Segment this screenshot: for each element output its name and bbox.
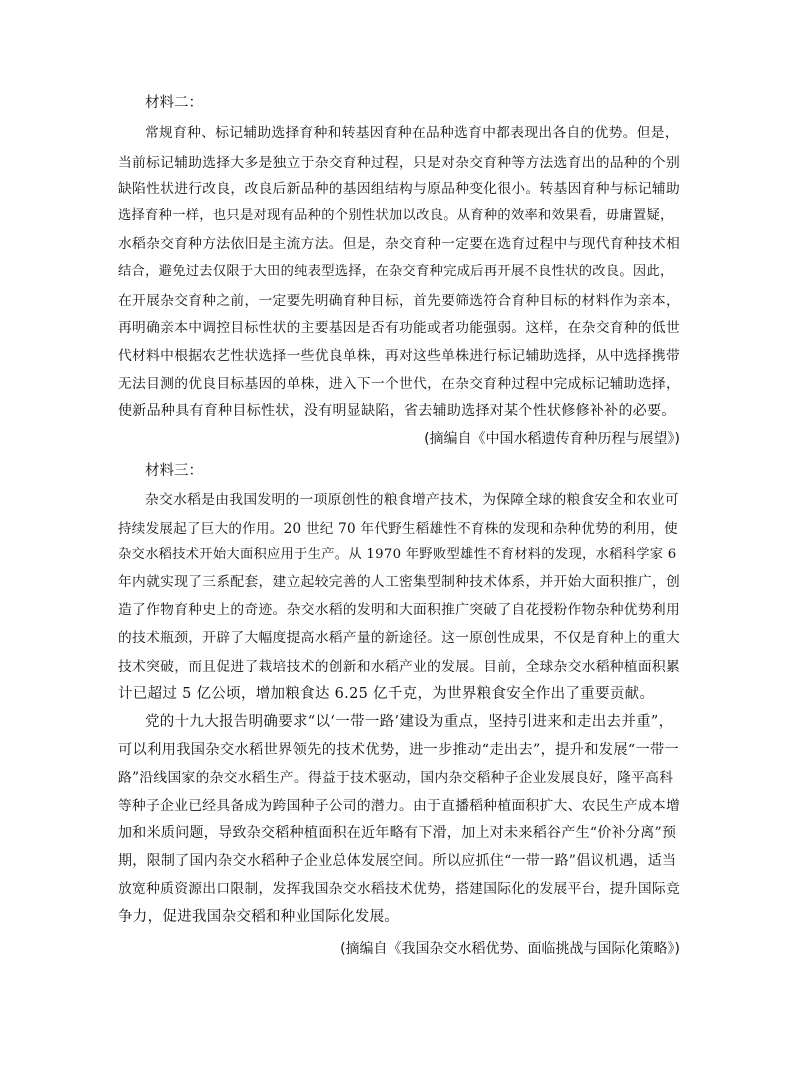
material-two-line: 再明确亲本中调控目标性状的主要基因是否有功能或者功能强弱。这样，在杂交育种的低世 <box>118 320 681 336</box>
material-three-line: 持续发展起了巨大的作用。20 世纪 70 年代野生稻雄性不育株的发现和杂种优势的利用，使 <box>118 521 678 537</box>
material-three-line: 的技术瓶颈，开辟了大幅度提高水稻产量的新途径。这一原创性成果，不仅是育种上的重大 <box>118 630 681 646</box>
material-two-line: 缺陷性状进行改良，改良后新品种的基因组结构与原品种变化很小。转基因育种与标记辅助 <box>118 181 681 197</box>
material-three-title: 材料三： <box>145 463 203 479</box>
material-two-line: 水稻杂交育种方法依旧是主流方法。但是，杂交育种一定要在选育过程中与现代育种技术相 <box>118 236 681 252</box>
material-two-line: 无法目测的优良目标基因的单株，进入下一个世代，在杂交育种过程中完成标记辅助选择， <box>118 376 681 392</box>
material-three-line: 可以利用我国杂交水稻世界领先的技术优势，进一步推动“走出去”，提升和发展“一带一 <box>118 742 680 758</box>
material-three-line: 加和米质问题，导致杂交稻种植面积在近年略有下滑，加上对未来稻谷产生“价补分离”预 <box>118 825 677 841</box>
material-three-source: (摘编自《我国杂交水稻优势、面临挑战与国际化策略》) <box>340 941 680 957</box>
material-two-line: 选择育种一样，也只是对现有品种的个别性状加以改良。从育种的效率和效果看，毋庸置疑， <box>118 208 674 223</box>
material-three-line: 争力，促进我国杂交稻和种业国际化发展。 <box>118 909 400 925</box>
material-three-line: 期，限制了国内杂交水稻种子企业总体发展空间。所以应抓住“一带一路”倡议机遇，适当 <box>118 853 677 869</box>
material-two-line: 当前标记辅助选择大多是独立于杂交育种过程，只是对杂交育种等方法选育出的品种的个别 <box>118 155 681 171</box>
material-three-line: 杂交水稻技术开始大面积应用于生产。从 1970 年野败型雄性不育材料的发现，水稻科学家 6 <box>118 547 677 562</box>
material-three-line: 路”沿线国家的杂交水稻生产。得益于技术驱动，国内杂交稻种子企业发展良好，隆平高科 <box>118 770 674 786</box>
material-three-line: 党的十九大报告明确要求“以‘一带一路’建设为重点，坚持引进来和走出去并重”， <box>145 714 674 730</box>
material-three-line: 技术突破，而且促进了栽培技术的创新和水稻产业的发展。目前，全球杂交水稻种植面积累 <box>118 659 681 675</box>
material-three-line: 计已超过 5 亿公顷，增加粮食达 6.25 亿千克，为世界粮食安全作出了重要贡献。 <box>118 686 655 702</box>
material-two-title: 材料二： <box>145 95 203 111</box>
material-two-line: 结合，避免过去仅限于大田的纯表型选择，在杂交育种完成后再开展不良性状的改良。因此， <box>118 264 674 279</box>
material-three-line: 年内就实现了三系配套，建立起较完善的人工密集型制种技术体系，并开始大面积推广，创 <box>118 574 681 590</box>
material-two-line: 代材料中根据农艺性状选择一些优良单株，再对这些单株进行标记辅助选择，从中选择携带 <box>118 348 681 364</box>
material-three-line: 杂交水稻是由我国发明的一项原创性的粮食增产技术，为保障全球的粮食安全和农业可 <box>145 492 679 508</box>
material-three-line: 造了作物育种史上的奇迹。杂交水稻的发明和大面积推广突破了自花授粉作物杂种优势利用 <box>118 602 681 618</box>
material-two-line: 使新品种具有育种目标性状，没有明显缺陷，省去辅助选择对某个性状修修补补的必要。 <box>118 403 676 419</box>
material-two-line: 在开展杂交育种之前，一定要先明确育种目标，首先要筛选符合育种目标的材料作为亲本， <box>118 293 681 309</box>
material-three-line: 放宽种质资源出口限制，发挥我国杂交水稻技术优势，搭建国际化的发展平台，提升国际竞 <box>118 881 681 897</box>
material-two-source: (摘编自《中国水稻遗传育种历程与展望》) <box>424 431 680 447</box>
material-three-line: 等种子企业已经具备成为跨国种子公司的潜力。由于直播稻种植面积扩大、农民生产成本增 <box>118 798 681 814</box>
material-two-line: 常规育种、标记辅助选择育种和转基因育种在品种选育中都表现出各自的优势。但是， <box>145 125 679 141</box>
